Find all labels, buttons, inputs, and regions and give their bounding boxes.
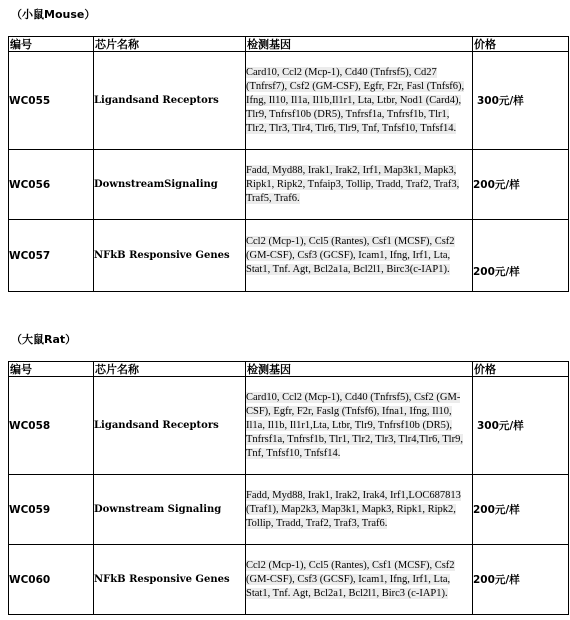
header-id: 编号 <box>9 362 94 377</box>
chip-id: WC060 <box>9 545 94 615</box>
genes-text: Ccl2 (Mcp-1), Ccl5 (Rantes), Csf1 (MCSF), Csf2 (GM-CSF), Csf3 (GCSF), Icam1, Ifng, Irf1, Lta, Stat1, Tnf. Agt, Bcl2a1, Bcl2l1, Birc3 (c-IAP1). <box>246 559 455 599</box>
genes-text: Card10, Ccl2 (Mcp-1), Cd40 (Tnfrsf5), Csf2 (GM-CSF), Egfr, F2r, Faslg (Tnfsf6), Ifna1, Ifng, Il10, Il1a, Il1b, Il1r1,Lta, Ltbr, Tlr9, Tnfrsf10b (DR5), Tnfrsf1a, Tnfrsf1b, Tlr1, Tlr2, Tlr3, Tlr4,Tlr6, Tlr9, Tnf, Tnfsf10, Tnfsf14. <box>246 391 463 459</box>
chip-genes <box>246 377 473 475</box>
chip-genes <box>246 150 473 220</box>
chip-price: 200元/样 <box>473 475 569 545</box>
chip-price: 200元/样 <box>473 220 569 292</box>
table-row <box>9 377 569 475</box>
chip-id: WC056 <box>9 150 94 220</box>
chip-id: WC055 <box>9 52 94 150</box>
table-header-row <box>9 37 569 52</box>
chip-name: Ligandsand Receptors <box>94 52 246 150</box>
genes-text: Ccl2 (Mcp-1), Ccl5 (Rantes), Csf1 (MCSF), Csf2 (GM-CSF), Csf3 (GCSF), Icam1, Ifng, Irf1, Lta, Stat1, Tnf. Agt, Bcl2a1a, Bcl2l1, Birc3(c-IAP1). <box>246 235 455 275</box>
header-genes: 检测基因 <box>246 362 473 377</box>
section-title-mouse: （小鼠Mouse） <box>11 8 96 21</box>
genes-text: Fadd, Myd88, Irak1, Irak2, Irak4, Irf1,LOC687813 (Traf1), Map2k3, Map3k1, Mapk3, Ripk1, Ripk2, Tollip, Tradd, Traf2, Traf3, Traf6. <box>246 489 461 529</box>
chip-name: Downstream Signaling <box>94 475 246 545</box>
table-row <box>9 52 569 150</box>
header-price: 价格 <box>473 362 569 377</box>
header-id: 编号 <box>9 37 94 52</box>
chip-id: WC059 <box>9 475 94 545</box>
header-name: 芯片名称 <box>94 37 246 52</box>
chip-genes <box>246 475 473 545</box>
chip-price: 300元/样 <box>473 377 569 475</box>
genes-text: Card10, Ccl2 (Mcp-1), Cd40 (Tnfrsf5), Cd27 (Tnfrsf7), Csf2 (GM-CSF), Egfr, F2r, Fasl (Tnfsf6), Ifng, Il10, Il1a, Il1b,Il1r1, Lta, Ltbr, Nod1 (Card4), Tlr9, Tnfrsf10b (DR5), Tnfrsf1a, Tnfrsf1b, Tlr1, Tlr2, Tlr3, Tlr4, Tlr6, Tlr9, Tnf, Tnfsf10, Tnfsf14. <box>246 66 465 134</box>
table-row <box>9 475 569 545</box>
chip-name: DownstreamSignaling <box>94 150 246 220</box>
mouse-chip-table <box>8 36 569 292</box>
chip-name: Ligandsand Receptors <box>94 377 246 475</box>
chip-price: 200元/样 <box>473 545 569 615</box>
chip-genes <box>246 52 473 150</box>
chip-price: 300元/样 <box>473 52 569 150</box>
chip-id: WC058 <box>9 377 94 475</box>
table-header-row <box>9 362 569 377</box>
header-genes: 检测基因 <box>246 37 473 52</box>
header-name: 芯片名称 <box>94 362 246 377</box>
chip-name: NFkB Responsive Genes <box>94 545 246 615</box>
rat-chip-table <box>8 361 569 615</box>
chip-price: 200元/样 <box>473 150 569 220</box>
header-price: 价格 <box>473 37 569 52</box>
section-title-rat: （大鼠Rat） <box>11 333 77 346</box>
table-row <box>9 150 569 220</box>
chip-name: NFkB Responsive Genes <box>94 220 246 292</box>
chip-id: WC057 <box>9 220 94 292</box>
chip-genes <box>246 545 473 615</box>
genes-text: Fadd, Myd88, Irak1, Irak2, Irf1, Map3k1, Mapk3, Ripk1, Ripk2, Tnfaip3, Tollip, Tradd, Traf2, Traf3, Traf5, Traf6. <box>246 164 460 204</box>
table-row <box>9 545 569 615</box>
chip-genes <box>246 220 473 292</box>
table-row <box>9 220 569 292</box>
